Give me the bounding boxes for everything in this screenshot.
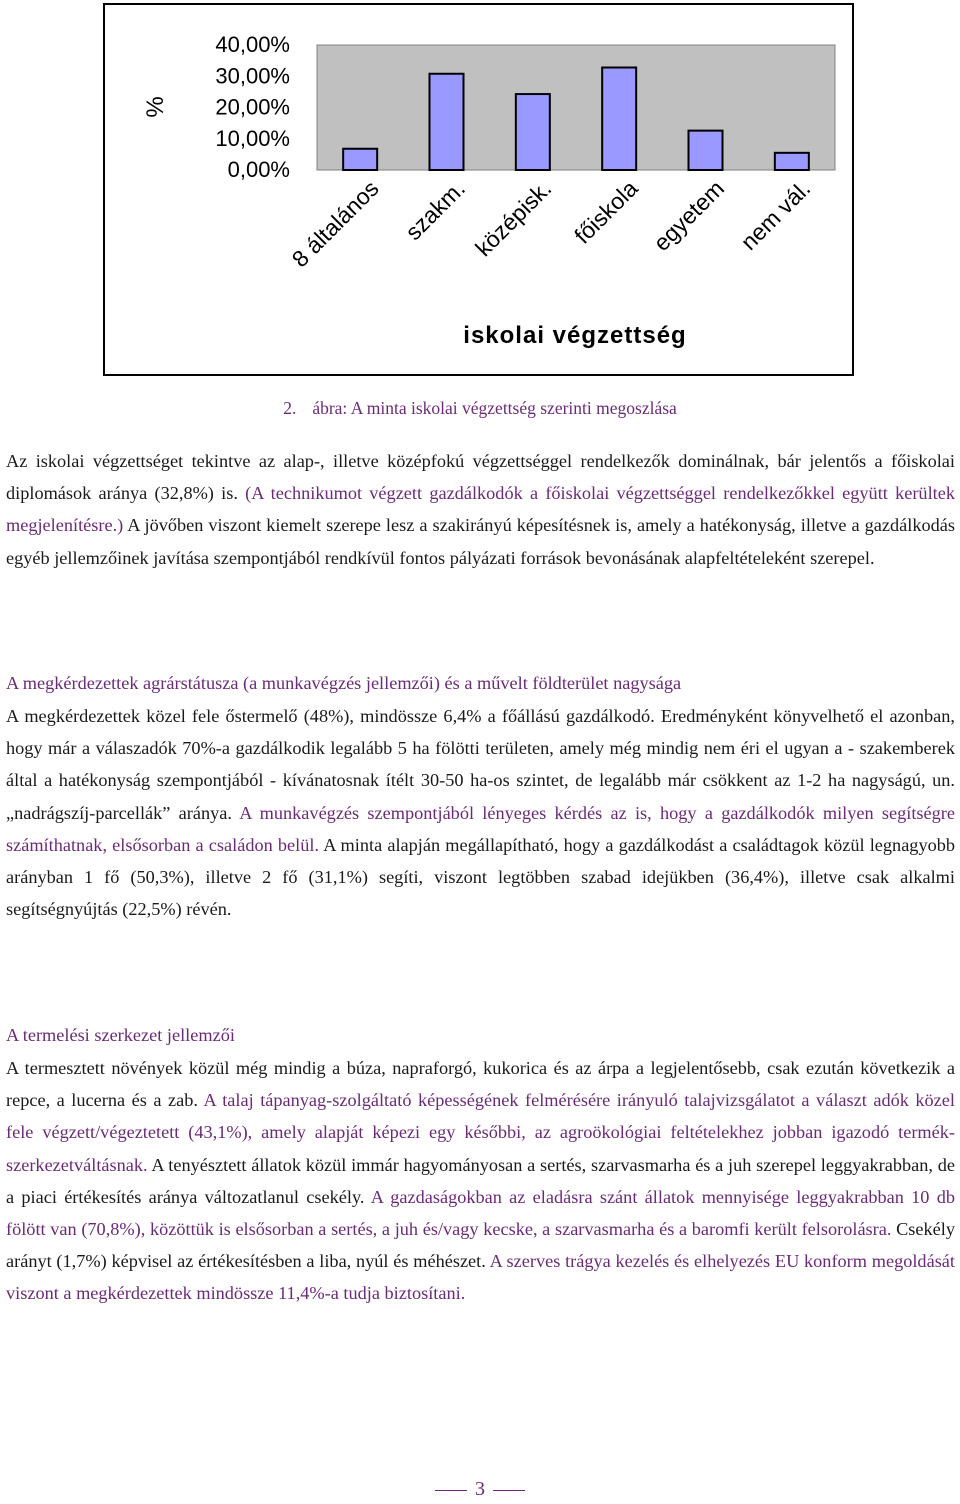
para3-sentence-6: A szerves trágya kezelés és elhelyezés EU konform megoldását viszont a megkérdezettek mindössze 11,4%-a tudja biztosítani. (6, 1251, 955, 1304)
x-tick-label: főiskola (569, 175, 643, 249)
y-tick-label: 10,00% (215, 125, 290, 151)
x-tick-label: 8 általános (286, 175, 384, 273)
plot-area (317, 45, 835, 170)
chart-svg (105, 5, 856, 378)
caption-number: 2. (283, 398, 297, 418)
bar (775, 153, 809, 170)
para3-sentence-1: A termesztett növények közül még mindig a búza, napraforgó, kukorica és az árpa a legjelentősebb, csak ezután következik a repce, a lucerna és a zab. (6, 1058, 955, 1111)
paragraph-education (6, 445, 955, 574)
section-heading-production: A termelési szerkezet jellemzői (6, 1025, 235, 1045)
x-axis-label: iskolai végzettség (463, 322, 687, 349)
y-tick-label: 30,00% (215, 63, 290, 89)
y-tick-label: 20,00% (215, 94, 290, 120)
para2-sentence-1: A megkérdezettek közel fele őstermelő (48%), mindössze 6,4% a főállású gazdálkodó. Eredményként könyvelhető el azonban, hogy már a válaszadók 70%-a gazdálkodik legalább 5 ha fölötti területen, amely még mindig nem éri el ugyan a - szakemberek által a hatékonyság szempontjából - kívánatosnak ítélt 30-50 ha-os szintet, de legalább már csökkent az 1-2 ha nagyságú, un. „nadrágszíj-parcellák” aránya. (6, 706, 955, 823)
footer-dash-left (435, 1490, 467, 1491)
para3-sentence-4: A gazdaságokban az eladásra szánt állatok mennyisége leggyakrabban 10 db fölött van (70,8%), közöttük is elsősorban a sertés, a juh és/vagy kecske, a szarvasmarha és a baromfi került felsorolásra. (6, 1186, 956, 1240)
x-tick-label: egyetem (648, 175, 730, 256)
page-number: 3 (475, 1478, 485, 1500)
para1-sentence-1: Az iskolai végzettséget tekintve az alap-, illetve középfokú végzettséggel rendelkezők dominálnak, bár jelentős a főiskolai diplomások aránya (32,8%) is. (6, 451, 955, 504)
bar (516, 94, 550, 170)
para3-sentence-3: A tenyésztett állatok közül immár hagyományosan a sertés, szarvasmarha és a juh szerepel leggyakrabban, de a piaci értékesítés aránya változatlanul csekély. (6, 1154, 955, 1207)
para3-sentence-2: A talaj tápanyag-szolgáltató képességének felmérésére irányuló talajvizsgálatot a választ adók közel fele végzett/végeztetett (43,1%), amely alapját képezi egy későbbi, az agroökológiai feltételekhez jobban igazodó termék-szerkezetváltásnak. (6, 1090, 955, 1175)
para1-sentence-2: (A technikumot végzett gazdálkodók a főiskolai végzettséggel rendelkezőkkel együtt kerültek megjelenítésre.) (6, 483, 955, 536)
footer-dash-right (493, 1490, 525, 1491)
para1-sentence-3: A jövőben viszont kiemelt szerepe lesz a szakirányú képesítésnek is, amely a hatékonyság, illetve a gazdálkodás egyéb jellemzőinek javítása szempontjából rendkívül fontos pályázati források bevonásának alapfeltételeként szerepel. (6, 515, 955, 568)
y-tick-label: 0,00% (227, 157, 290, 182)
section-heading-agrarian-status: A megkérdezettek agrárstátusza (a munkavégzés jellemzői) és a művelt földterület nagysága (6, 673, 682, 693)
x-tick-label: szakm. (400, 175, 471, 246)
paragraph-agrarian-status (6, 700, 955, 925)
x-tick-label: nem vál. (735, 175, 816, 256)
bar (602, 68, 636, 171)
education-bar-chart (103, 3, 854, 376)
paragraph-production (6, 1052, 955, 1310)
bar (689, 131, 723, 170)
para3-sentence-5: Csekély arányt (1,7%) képvisel az értékesítésben a liba, nyúl és méhészet. (6, 1219, 956, 1272)
bar (430, 74, 464, 170)
y-axis-label: % (142, 96, 169, 118)
page-footer (0, 1478, 960, 1501)
figure-caption (0, 398, 960, 419)
para2-sentence-2: A munkavégzés szempontjából lényeges kérdés az is, hogy a gazdálkodók milyen segítségre számíthatnak, elsősorban a családon belül. (6, 802, 955, 855)
x-tick-label: középisk. (470, 175, 557, 262)
para2-sentence-3: A minta alapján megállapítható, hogy a gazdálkodást a családtagok közül legnagyobb arányban 1 fő (50,3%), illetve 2 fő (31,1%) segíti, viszont legtöbben szabad idejükben (36,4%), illetve csak alkalmi segítségnyújtás (22,5%) révén. (6, 834, 956, 920)
caption-text: ábra: A minta iskolai végzettség szerinti megoszlása (312, 398, 677, 418)
y-tick-label: 40,00% (215, 32, 290, 57)
bar (343, 149, 377, 170)
